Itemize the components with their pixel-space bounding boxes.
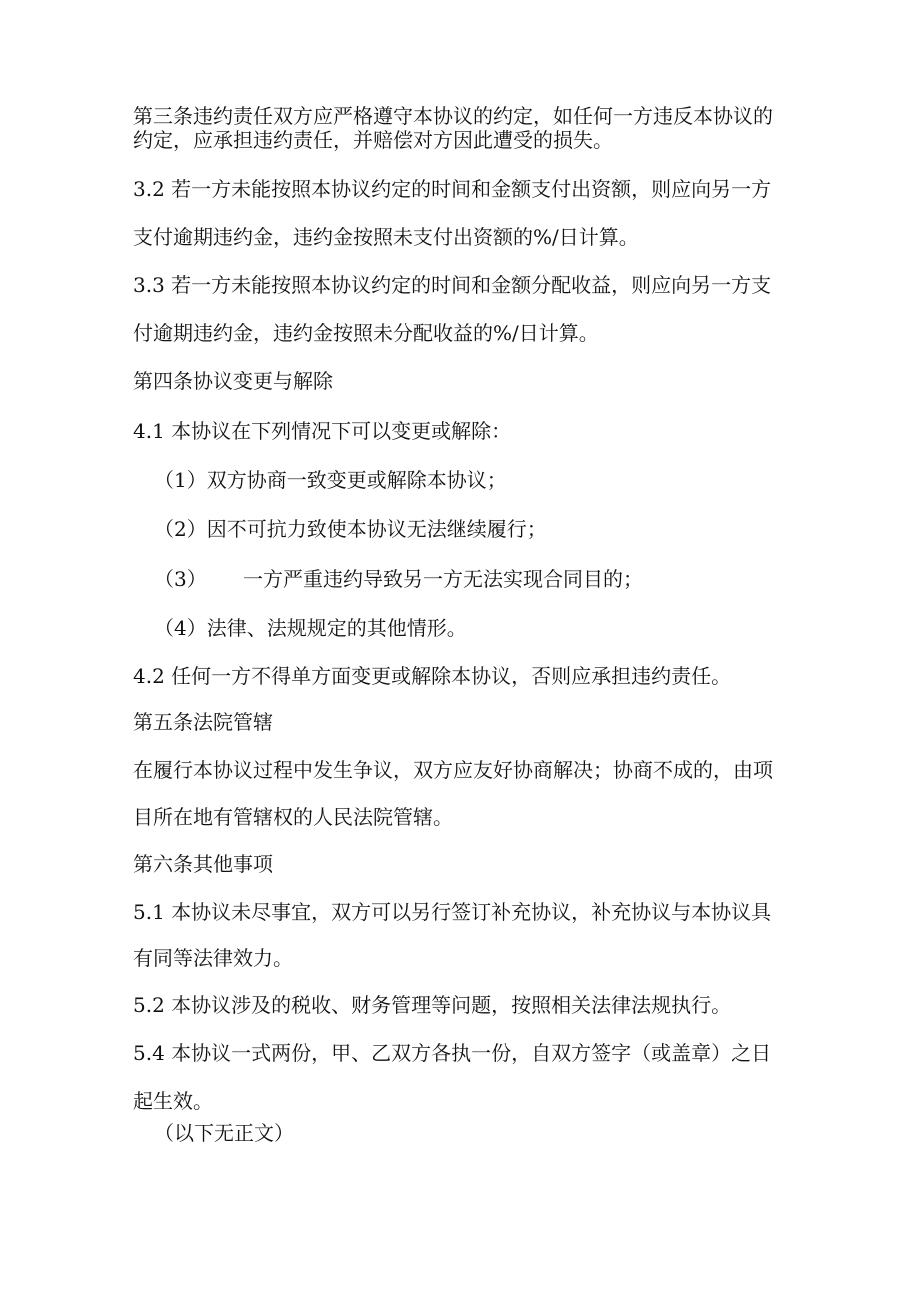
clause-5-4-line-2: 起生效。 <box>133 1089 213 1113</box>
clause-5-2: 5.2 本协议涉及的税收、财务管理等问题，按照相关法律法规执行。 <box>133 993 732 1017</box>
clause-4-2: 4.2 任何一方不得单方面变更或解除本协议，否则应承担违约责任。 <box>133 664 732 688</box>
article-6-title: 第六条其他事项 <box>133 852 273 876</box>
article-5-line-2: 目所在地有管辖权的人民法院管辖。 <box>133 805 453 829</box>
list-item: （2）因不可抗力致使本协议无法继续履行； <box>154 517 547 541</box>
clause-5-4-line-1: 5.4 本协议一式两份，甲、乙双方各执一份，自双方签字（或盖章）之日 <box>133 1041 772 1065</box>
list-item-number: （3） <box>154 567 207 591</box>
clause-5-1-line-2: 有同等法律效力。 <box>133 946 293 970</box>
article-3-line-1: 第三条违约责任双方应严格遵守本协议的约定，如任何一方违反本协议的 <box>133 104 773 128</box>
list-item: （4）法律、法规规定的其他情形。 <box>154 616 467 640</box>
clause-5-1-line-1: 5.1 本协议未尽事宜，双方可以另行签订补充协议，补充协议与本协议具 <box>133 900 772 924</box>
article-4-title: 第四条协议变更与解除 <box>133 369 333 393</box>
list-item: （1）双方协商一致变更或解除本协议； <box>154 468 507 492</box>
clause-3-2-line-2: 支付逾期违约金，违约金按照未支付出资额的%/日计算。 <box>133 225 639 249</box>
clause-3-3-line-2: 付逾期违约金，违约金按照未分配收益的%/日计算。 <box>133 321 599 345</box>
clause-4-1: 4.1 本协议在下列情况下可以变更或解除： <box>133 419 512 443</box>
list-item: 一方严重违约导致另一方无法实现合同目的； <box>243 567 643 591</box>
article-5-title: 第五条法院管辖 <box>133 710 273 734</box>
end-note: （以下无正文） <box>154 1121 294 1145</box>
article-3-line-2: 约定，应承担违约责任，并赔偿对方因此遭受的损失。 <box>133 128 613 152</box>
clause-3-2-line-1: 3.2 若一方未能按照本协议约定的时间和金额支付出资额，则应向另一方 <box>133 177 772 201</box>
clause-3-3-line-1: 3.3 若一方未能按照本协议约定的时间和金额分配收益，则应向另一方支 <box>133 273 772 297</box>
article-5-line-1: 在履行本协议过程中发生争议，双方应友好协商解决；协商不成的，由项 <box>133 758 773 782</box>
